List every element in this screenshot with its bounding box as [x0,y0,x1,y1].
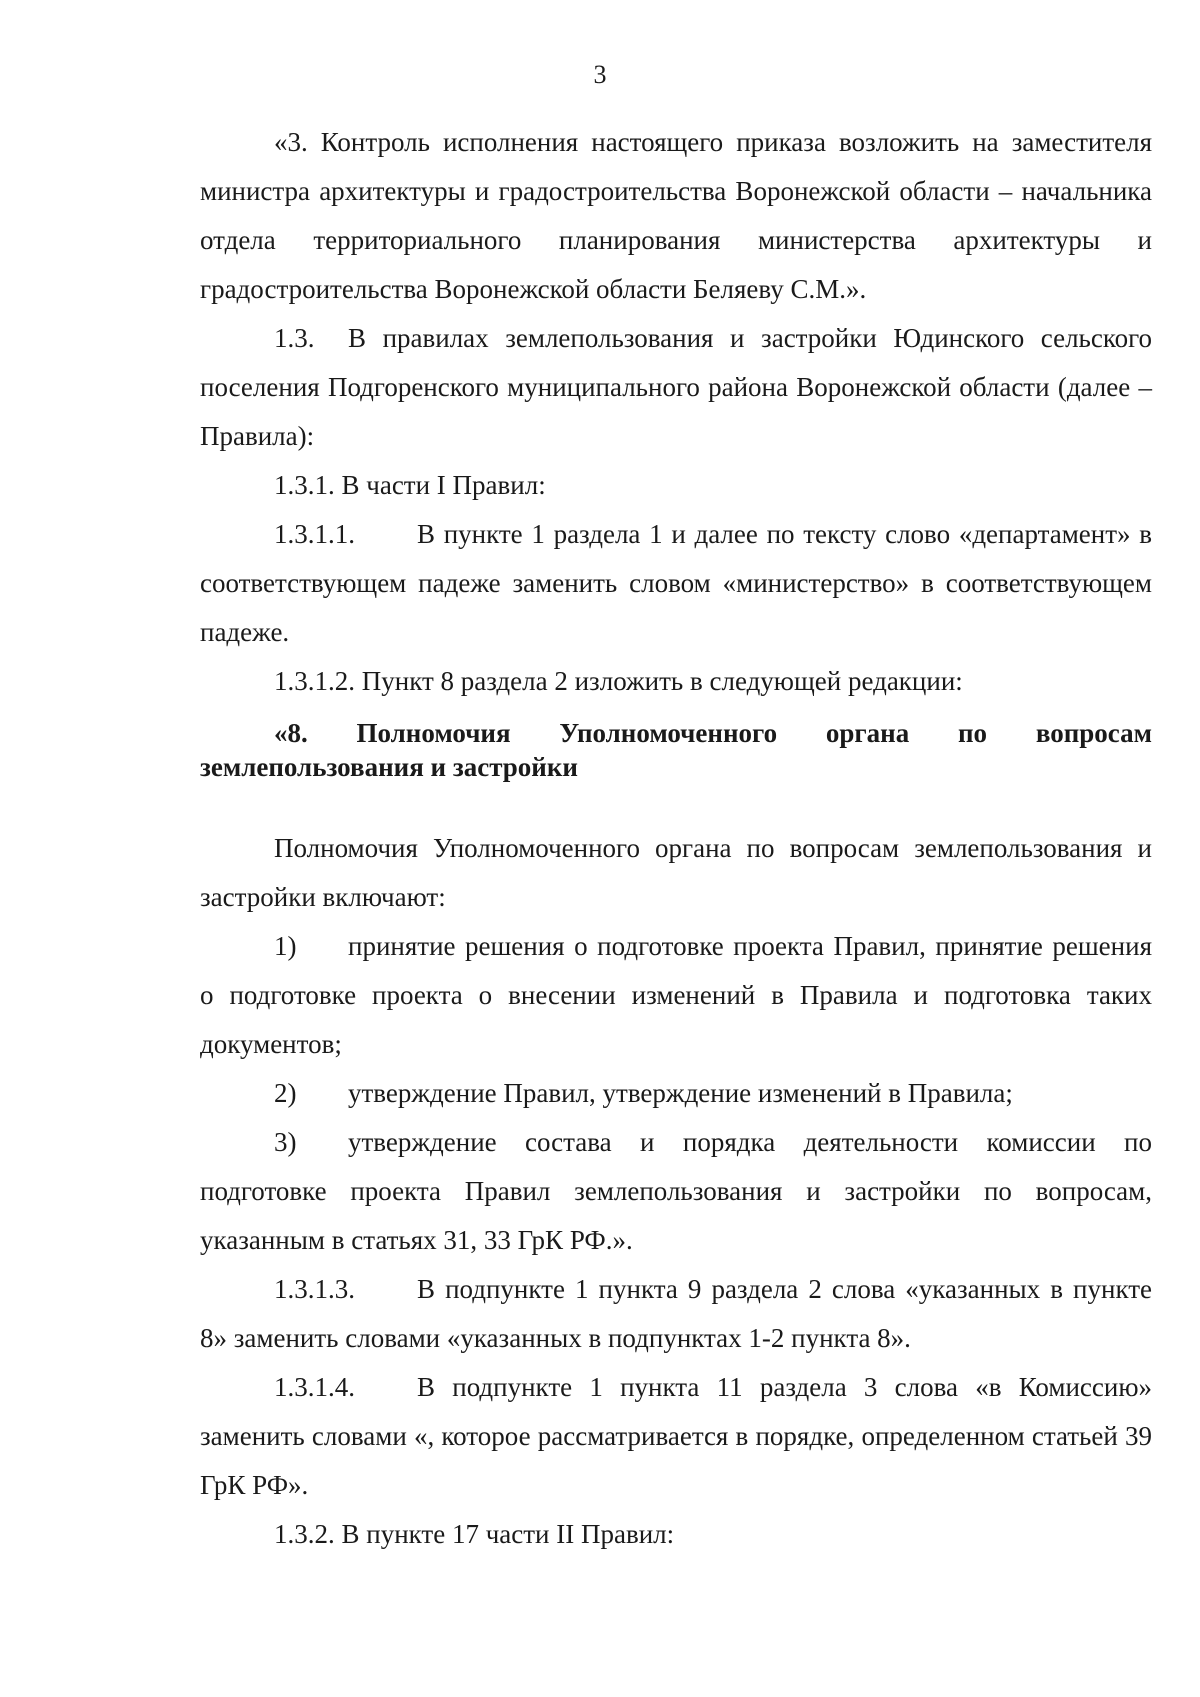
paragraph-text: В подпункте 1 пункта 9 раздела 2 слова «указанных в пункте 8» заменить словами «указанных в подпунктах 1-2 пункта 8». [200,1274,1152,1353]
list-item-2 [200,1069,1152,1118]
paragraph-control: «3. Контроль исполнения настоящего приказа возложить на заместителя министра архитектуры и градостроительства Воронежской области – начальника отдела территориального планирования министерства архитектуры и градостроительства Воронежской области Беляеву С.М.». [200,127,1152,304]
spacer [200,784,1152,824]
paragraph-number: 1.3. [274,323,315,353]
paragraph-number: 1.3.1.4. [274,1372,355,1402]
heading-word: «8. [274,718,308,748]
heading-word: вопросам [1035,718,1152,748]
paragraph-number: 1.3.1.1. [274,519,355,549]
list-number: 2) [274,1078,297,1108]
list-item-1 [200,922,1152,1069]
paragraph-1-3-1-4 [200,1363,1152,1510]
document-body [200,118,1152,1559]
heading-line-1 [200,716,1152,750]
paragraph-number: 1.3.1.3. [274,1274,355,1304]
list-item-3 [200,1118,1152,1265]
paragraph-text: В правилах землепользования и застройки Юдинского сельского поселения Подгоренского муниципального района Воронежской области (далее – Правила): [200,323,1152,451]
paragraph-text: В пункте 1 раздела 1 и далее по тексту слово «департамент» в соответствующем падеже заменить словом «министерство» в соответствующем падеже. [200,519,1152,647]
paragraph-1-3-1-3 [200,1265,1152,1363]
list-text: принятие решения о подготовке проекта Правил, принятие решения о подготовке проекта о внесении изменений в Правила и подготовка таких документов; [200,931,1152,1059]
list-text: утверждение состава и порядка деятельности комиссии по подготовке проекта Правил землепользования и застройки по вопросам, указанным в статьях 31, 33 ГрК РФ.». [200,1127,1152,1255]
section-heading [200,716,1152,784]
paragraph-1-3-2: 1.3.2. В пункте 17 части II Правил: [274,1519,675,1549]
paragraph-1-3-1-2: 1.3.1.2. Пункт 8 раздела 2 изложить в следующей редакции: [274,666,963,696]
list-text: утверждение Правил, утверждение изменений в Правила; [348,1078,1013,1108]
paragraph-1-3 [200,314,1152,461]
list-number: 1) [274,931,297,961]
paragraph-text: В подпункте 1 пункта 11 раздела 3 слова «в Комиссию» заменить словами «, которое рассматривается в порядке, определенном статьей 39 ГрК РФ». [200,1372,1152,1500]
list-number: 3) [274,1127,297,1157]
heading-word: по [957,718,988,748]
heading-word: органа [825,718,910,748]
heading-line-2: землепользования и застройки [200,752,578,782]
heading-word: Полномочия [356,718,511,748]
paragraph-powers-intro: Полномочия Уполномоченного органа по вопросам землепользования и застройки включают: [200,833,1152,912]
page-number: 3 [593,60,607,89]
paragraph-1-3-1: 1.3.1. В части I Правил: [274,470,546,500]
heading-word: Уполномоченного [559,718,778,748]
paragraph-1-3-1-1 [200,510,1152,657]
